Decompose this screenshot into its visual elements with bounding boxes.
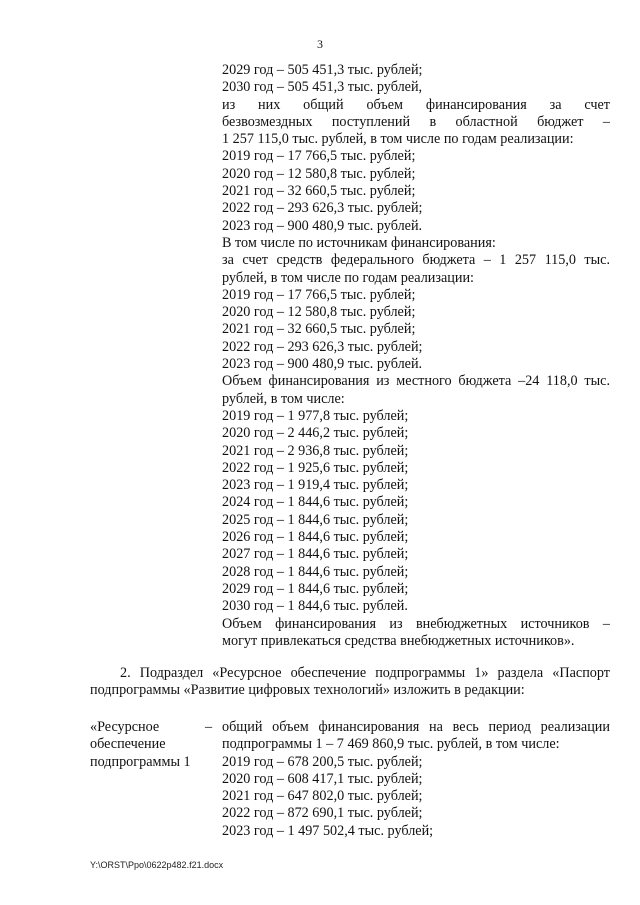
text-line: 2023 год – 900 480,9 тыс. рублей.: [222, 217, 423, 234]
document-path-footer: Y:\ORST\Ppo\0622p482.f21.docx: [90, 860, 224, 870]
text-line: 2025 год – 1 844,6 тыс. рублей;: [222, 511, 409, 528]
financing-text-block: [222, 62, 610, 650]
text-line: из них общий объем финансирования за счет: [222, 96, 610, 113]
section-2-line-1: 2. Подраздел «Ресурсное обеспечение подпрограммы 1» раздела «Паспорт: [120, 665, 610, 681]
text-line: 2030 год – 1 844,6 тыс. рублей.: [222, 598, 408, 615]
text-line: 2020 год – 608 417,1 тыс. рублей;: [222, 770, 423, 787]
text-line: безвозмездных поступлений в областной бюджет –: [222, 113, 610, 130]
text-line: 2029 год – 1 844,6 тыс. рублей;: [222, 580, 409, 597]
text-line: 2024 год – 1 844,6 тыс. рублей;: [222, 494, 409, 511]
text-line: 2022 год – 1 925,6 тыс. рублей;: [222, 459, 409, 476]
section-2-paragraph: [90, 665, 610, 700]
text-line: 2026 год – 1 844,6 тыс. рублей;: [222, 529, 409, 546]
text-line: 2019 год – 678 200,5 тыс. рублей;: [222, 753, 423, 770]
text-line: Объем финансирования из местного бюджета –24 118,0 тыс.: [222, 373, 610, 390]
text-line: Объем финансирования из внебюджетных источников –: [222, 615, 610, 632]
text-line: В том числе по источникам финансирования:: [222, 234, 496, 251]
text-line: 2022 год – 293 626,3 тыс. рублей;: [222, 338, 423, 355]
text-line: рублей, в том числе:: [222, 390, 345, 407]
page-number: 3: [317, 37, 323, 51]
text-line: 2019 год – 1 977,8 тыс. рублей;: [222, 407, 409, 424]
text-line: подпрограммы 1 – 7 469 860,9 тыс. рублей, в том числе:: [222, 736, 560, 753]
text-line: рублей, в том числе по годам реализации:: [222, 269, 474, 286]
text-line: 2022 год – 293 626,3 тыс. рублей;: [222, 200, 423, 217]
resource-label-line: «Ресурсное: [90, 719, 160, 735]
text-line: за счет средств федерального бюджета – 1 257 115,0 тыс.: [222, 252, 610, 269]
text-line: 2030 год – 505 451,3 тыс. рублей,: [222, 79, 423, 96]
text-line: 2023 год – 900 480,9 тыс. рублей.: [222, 356, 423, 373]
text-line: 1 257 115,0 тыс. рублей, в том числе по годам реализации:: [222, 131, 574, 148]
text-line: 2020 год – 12 580,8 тыс. рублей;: [222, 304, 416, 321]
section-2-line-2: подпрограммы «Развитие цифровых технологий» изложить в редакции:: [90, 682, 525, 699]
text-line: могут привлекаться средства внебюджетных источников».: [222, 632, 575, 649]
text-line: 2019 год – 17 766,5 тыс. рублей;: [222, 286, 416, 303]
text-line: 2019 год – 17 766,5 тыс. рублей;: [222, 148, 416, 165]
resource-label-line: обеспечение: [90, 736, 166, 753]
text-line: 2023 год – 1 497 502,4 тыс. рублей;: [222, 822, 434, 839]
text-line: 2021 год – 32 660,5 тыс. рублей;: [222, 183, 416, 200]
text-line: 2027 год – 1 844,6 тыс. рублей;: [222, 546, 409, 563]
text-line: 2020 год – 12 580,8 тыс. рублей;: [222, 165, 416, 182]
text-line: 2022 год – 872 690,1 тыс. рублей;: [222, 805, 423, 822]
text-line: общий объем финансирования на весь период реализации: [222, 719, 610, 735]
text-line: 2028 год – 1 844,6 тыс. рублей;: [222, 563, 409, 580]
text-line: 2021 год – 2 936,8 тыс. рублей;: [222, 442, 409, 459]
text-line: 2021 год – 647 802,0 тыс. рублей;: [222, 788, 423, 805]
resource-dash: –: [205, 719, 213, 735]
text-line: 2023 год – 1 919,4 тыс. рублей;: [222, 477, 409, 494]
resource-label: [90, 719, 213, 771]
resource-label-line: подпрограммы 1: [90, 753, 191, 770]
resource-text-block: [222, 719, 610, 840]
text-line: 2020 год – 2 446,2 тыс. рублей;: [222, 425, 409, 442]
text-line: 2029 год – 505 451,3 тыс. рублей;: [222, 62, 423, 78]
text-line: 2021 год – 32 660,5 тыс. рублей;: [222, 321, 416, 338]
